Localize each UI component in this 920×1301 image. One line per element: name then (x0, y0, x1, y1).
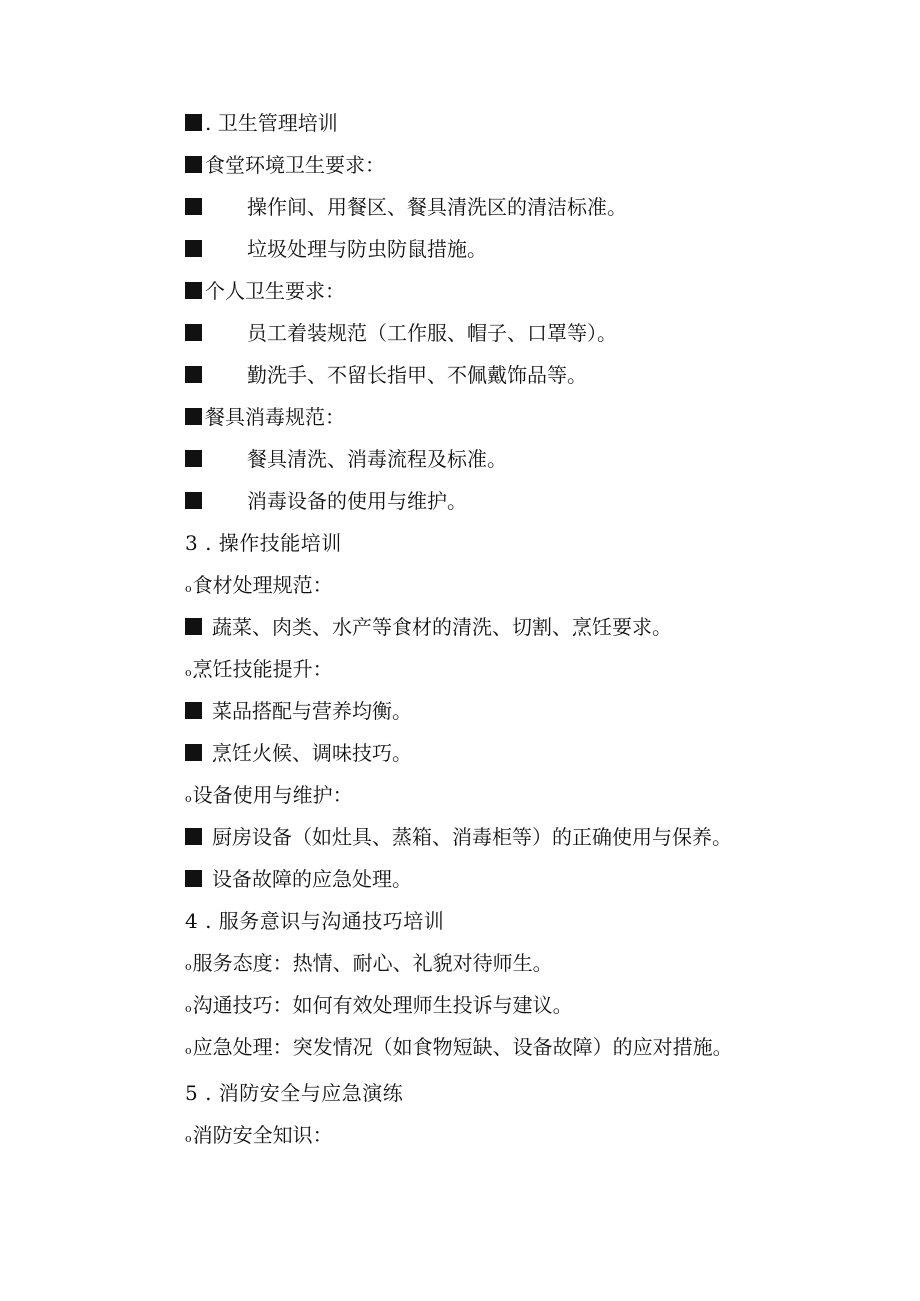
line-text: 操作间、用餐区、餐具清洗区的清洁标准。 (247, 195, 627, 219)
line-text: 服务态度：热情、耐心、礼貌对待师生。 (192, 951, 553, 975)
line-text: 沟通技巧：如何有效处理师生投诉与建议。 (192, 993, 573, 1017)
bullet-line (185, 320, 617, 346)
line-text: 应急处理：突发情况（如食物短缺、设备故障）的应对措施。 (192, 1035, 733, 1059)
line-text: 蔬菜、肉类、水产等食材的清洗、切割、烹饪要求。 (212, 615, 672, 639)
sub-item-line (185, 572, 333, 598)
bullet-line (185, 824, 732, 850)
line-text: 垃圾处理与防虫防鼠措施。 (247, 237, 487, 261)
section-heading (185, 530, 342, 556)
line-text: 个人卫生要求： (205, 279, 345, 303)
square-bullet-icon (185, 240, 202, 257)
square-bullet-icon (185, 408, 202, 425)
square-bullet-icon (185, 324, 202, 341)
bullet-line (185, 278, 345, 304)
sub-item-line (185, 656, 333, 682)
section-heading (185, 908, 444, 934)
square-bullet-icon (185, 870, 202, 887)
bullet-line (185, 236, 487, 262)
line-text: 烹饪火候、调味技巧。 (212, 741, 412, 765)
heading-text: 4 . 服务意识与沟通技巧培训 (185, 909, 445, 933)
sub-item-line (185, 782, 353, 808)
bullet-line (185, 488, 467, 514)
bullet-line (185, 110, 338, 136)
square-bullet-icon (185, 618, 202, 635)
circle-bullet-icon: o (185, 1002, 192, 1015)
square-bullet-icon (185, 114, 202, 131)
line-text: 勤洗手、不留长指甲、不佩戴饰品等。 (247, 363, 587, 387)
line-text: 消毒设备的使用与维护。 (247, 489, 467, 513)
line-text: . 卫生管理培训 (205, 111, 338, 135)
square-bullet-icon (185, 744, 202, 761)
square-bullet-icon (185, 828, 202, 845)
bullet-line (185, 404, 345, 430)
square-bullet-icon (185, 198, 202, 215)
square-bullet-icon (185, 450, 202, 467)
line-text: 食堂环境卫生要求： (205, 153, 385, 177)
line-text: 烹饪技能提升： (192, 657, 333, 681)
line-text: 消防安全知识： (192, 1123, 333, 1147)
line-text: 员工着装规范（工作服、帽子、口罩等）。 (247, 321, 617, 345)
bullet-line (185, 866, 412, 892)
square-bullet-icon (185, 702, 202, 719)
sub-item-line (185, 1122, 333, 1148)
line-text: 菜品搭配与营养均衡。 (212, 699, 412, 723)
bullet-line (185, 698, 412, 724)
circle-bullet-icon: o (185, 960, 192, 973)
circle-bullet-icon: o (185, 1044, 192, 1057)
heading-text: 5 . 消防安全与应急演练 (185, 1081, 404, 1105)
line-text: 餐具清洗、消毒流程及标准。 (247, 447, 507, 471)
circle-bullet-icon: o (185, 792, 192, 805)
line-text: 设备使用与维护： (192, 783, 353, 807)
bullet-line (185, 152, 385, 178)
line-text: 餐具消毒规范： (205, 405, 345, 429)
section-heading (185, 1080, 403, 1106)
square-bullet-icon (185, 492, 202, 509)
bullet-line (185, 362, 587, 388)
square-bullet-icon (185, 366, 202, 383)
square-bullet-icon (185, 156, 202, 173)
bullet-line (185, 614, 672, 640)
circle-bullet-icon: o (185, 666, 192, 679)
square-bullet-icon (185, 282, 202, 299)
sub-item-line (185, 1034, 733, 1060)
bullet-line (185, 194, 627, 220)
line-text: 厨房设备（如灶具、蒸箱、消毒柜等）的正确使用与保养。 (212, 825, 732, 849)
bullet-line (185, 446, 507, 472)
circle-bullet-icon: o (185, 1132, 192, 1145)
bullet-line (185, 740, 412, 766)
line-text: 食材处理规范： (192, 573, 333, 597)
heading-text: 3 . 操作技能培训 (185, 531, 342, 555)
sub-item-line (185, 950, 553, 976)
sub-item-line (185, 992, 573, 1018)
circle-bullet-icon: o (185, 582, 192, 595)
line-text: 设备故障的应急处理。 (212, 867, 412, 891)
